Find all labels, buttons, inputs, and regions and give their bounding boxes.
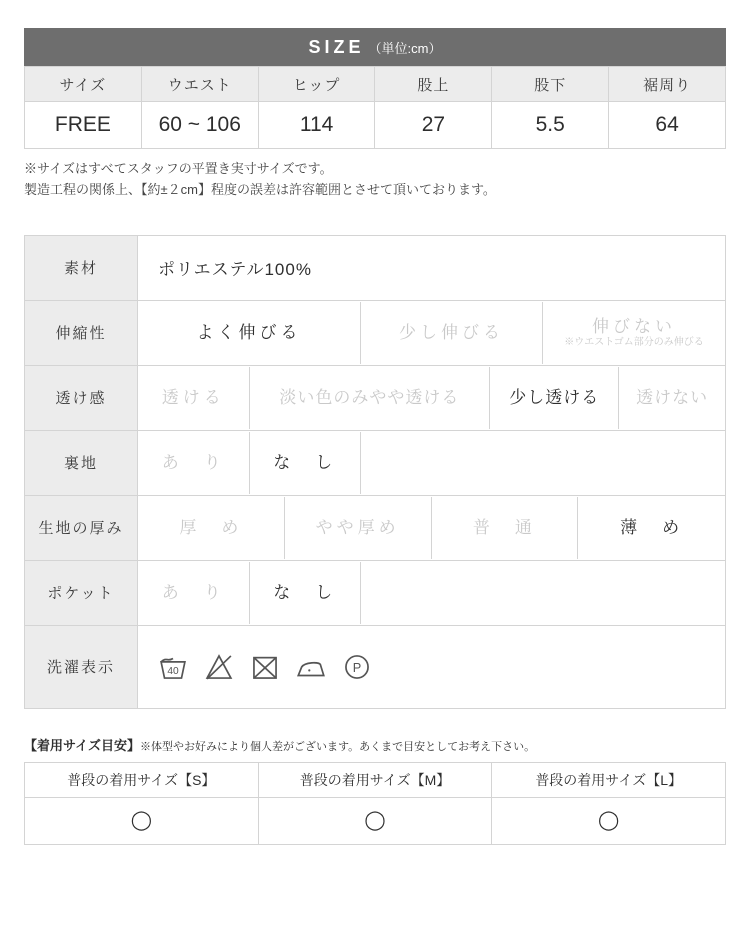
size-header-bar [24,28,726,66]
spec-label-thickness: 生地の厚み [25,495,138,560]
pocket-options [138,562,725,624]
svg-text:40: 40 [167,665,179,677]
spec-row-stretch [25,300,726,365]
petroleum-dryclean-icon [340,650,374,684]
stretch-option-2 [543,302,725,364]
guide-value-m: ◯ [258,797,492,844]
size-col-header: 股上 [375,67,492,102]
table-row [25,797,726,844]
spec-table [24,235,726,709]
size-cell: 114 [258,102,375,149]
sheerness-option-3 [619,367,725,429]
size-cell: 27 [375,102,492,149]
pocket-option-1 [250,562,362,624]
spec-row-thickness [25,495,726,560]
spec-label-sheerness: 透け感 [25,365,138,430]
sheerness-option-3-label: 透けない [636,387,709,407]
thickness-option-0 [138,497,285,559]
spec-value-sheerness [138,365,726,430]
spec-label-wash: 洗濯表示 [25,625,138,708]
size-cell: 64 [609,102,726,149]
spec-row-pocket [25,560,726,625]
stretch-option-0 [138,302,361,364]
guide-title [24,735,726,754]
size-col-header: ヒップ [258,67,375,102]
pocket-option-2 [361,562,725,624]
sheerness-option-1 [250,367,491,429]
svg-text:P: P [352,659,362,675]
size-note-line-2: 製造工程の関係上、【約±２cm】程度の誤差は許容範囲とさせて頂いております。 [24,181,496,197]
thickness-options [138,497,725,559]
lining-option-2 [361,432,725,494]
spec-row-lining [25,430,726,495]
guide-col-header-m: 普段の着用サイズ【M】 [258,762,492,797]
sheerness-option-2 [490,367,619,429]
table-row [25,102,726,149]
guide-value-s: ◯ [25,797,259,844]
thickness-option-2 [432,497,579,559]
size-header-unit: （単位:cm） [368,40,442,56]
stretch-option-1 [361,302,543,364]
size-header-title: SIZE [308,36,365,57]
sheerness-option-2-label: 少し透ける [509,387,600,407]
thickness-option-1 [285,497,432,559]
no-bleach-icon [202,650,236,684]
sheerness-option-1-label: 淡い色のみやや透ける [279,387,460,407]
stretch-option-2-subnote: ※ウエストゴム部分のみ伸びる [564,336,704,348]
size-col-header: サイズ [25,67,142,102]
stretch-option-2-label: 伸びない [592,316,676,336]
sheerness-option-0 [138,367,250,429]
no-tumble-dry-icon [248,650,282,684]
wash-icon-row [138,627,725,707]
spec-value-wash [138,625,726,708]
size-note-line-1: ※サイズはすべてスタッフの平置き実寸サイズです。 [24,161,333,176]
spec-label-stretch: 伸縮性 [25,300,138,365]
size-measurements-table [24,66,726,149]
spec-value-pocket [138,560,726,625]
thickness-option-0-label: 厚 め [179,517,243,537]
stretch-option-1-label: 少し伸びる [399,322,505,342]
pocket-option-1-label: な し [273,582,337,602]
lining-options [138,432,725,494]
lining-option-0 [138,432,250,494]
size-cell: 60 ~ 106 [141,102,258,149]
spec-label-lining: 裏地 [25,430,138,495]
thickness-option-1-label: やや厚め [315,517,400,537]
material-value: ポリエステル100% [158,260,312,280]
spec-value-thickness [138,495,726,560]
spec-row-wash [25,625,726,708]
spec-row-material [25,235,726,300]
thickness-option-3-label: 薄 め [620,517,684,537]
spec-label-material: 素材 [25,235,138,300]
pocket-option-0-label: あ り [161,582,225,602]
lining-option-0-label: あ り [161,452,225,472]
spec-label-pocket: ポケット [25,560,138,625]
size-table-header-row [25,67,726,102]
size-col-header: 裾周り [609,67,726,102]
iron-low-icon [294,650,328,684]
size-col-header: ウエスト [141,67,258,102]
stretch-option-0-label: よく伸びる [196,322,302,342]
washtub-40-icon [156,650,190,684]
guide-title-main: 【着用サイズ目安】 [24,737,140,753]
size-cell: 5.5 [492,102,609,149]
spec-row-sheerness [25,365,726,430]
thickness-option-2-label: 普 通 [472,517,536,537]
sheerness-options [138,367,725,429]
size-note [24,159,726,201]
pocket-option-0 [138,562,250,624]
guide-header-row [25,762,726,797]
spec-value-stretch [138,300,726,365]
spec-value-material [138,235,726,300]
product-spec-page [0,28,750,928]
wearing-size-guide-table [24,762,726,845]
size-col-header: 股下 [492,67,609,102]
spec-value-lining [138,430,726,495]
guide-col-header-l: 普段の着用サイズ【L】 [492,762,726,797]
sheerness-option-0-label: 透ける [161,387,225,407]
size-cell: FREE [25,102,142,149]
thickness-option-3 [578,497,725,559]
guide-value-l: ◯ [492,797,726,844]
lining-option-1-label: な し [273,452,337,472]
guide-title-subtitle: ※体型やお好みにより個人差がございます。あくまで目安としてお考え下さい。 [139,740,536,753]
lining-option-1 [250,432,362,494]
stretch-options [138,302,725,364]
guide-col-header-s: 普段の着用サイズ【S】 [25,762,259,797]
